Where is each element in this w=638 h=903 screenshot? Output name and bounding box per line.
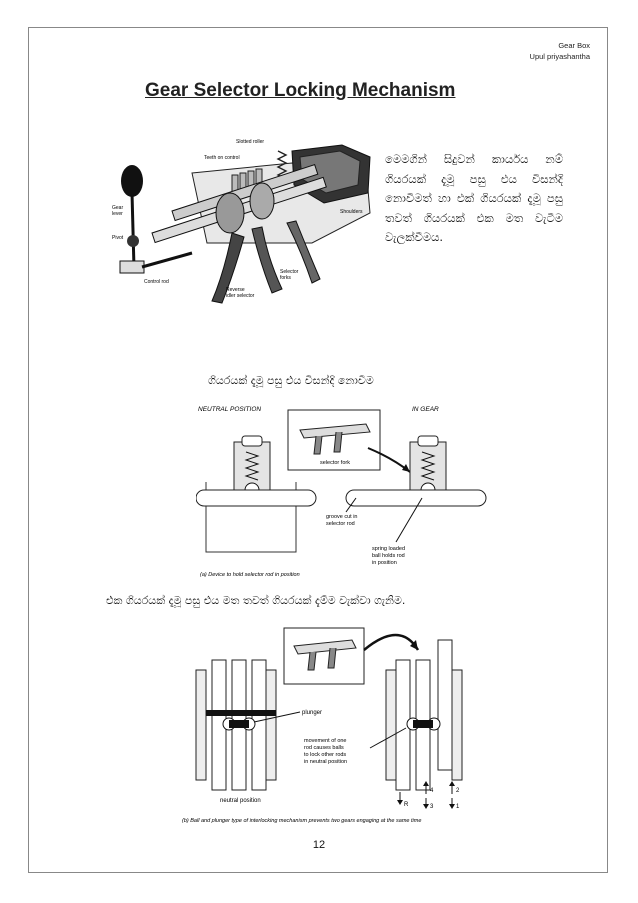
label-neutral-position: neutral position [220, 798, 261, 804]
caption-interlock: එක ගියරයක් දැමූ පසු එය මත තවත් ගියරයක් දැම්ම වැක්වා ගැනිම. [106, 594, 406, 607]
arrow-label-4: 4 [430, 788, 434, 794]
label-movement-1: movement of one [304, 738, 347, 744]
arrow-label-r: R [404, 802, 409, 808]
figure2-caption: (a) Device to hold selector rod in position [200, 572, 300, 578]
intro-paragraph: මෙමගින් සිදුවන් කාර්යය නම් ගියරයක් දැමූ පසු එය විසන්දි නොවීමත් හා එක් ගියරයක් දැමූ පසු තවත් ගියරයක් එක මත වැටීම වැලක්වීමය. [385, 152, 563, 244]
interlock-right [386, 640, 462, 790]
label-slotted-roller: Slotted roller [236, 139, 265, 145]
label-pivot: Pivot [112, 235, 124, 241]
label-forks: forks [280, 275, 291, 281]
label-selector-fork: selector fork [320, 460, 350, 466]
label-in-gear: IN GEAR [412, 406, 439, 413]
label-movement-3: to lock other rods [304, 752, 347, 758]
label-movement-4: in neutral position [304, 759, 348, 765]
arrow-label-1: 1 [456, 804, 460, 810]
label-groove-1: groove cut in [326, 514, 358, 520]
figure3-caption: (b) Ball and plunger type of interlocking mechanism prevents two gears engaging at the same time [182, 818, 422, 824]
gear-lever-knob [121, 165, 143, 197]
label-reverse: Reverse [226, 287, 245, 293]
label-lever: lever [112, 211, 123, 217]
selector-rod [196, 490, 316, 506]
figure-selector-mechanism [112, 133, 374, 315]
page-number: 12 [312, 839, 326, 851]
label-reverse-idler: idler selector [226, 293, 255, 299]
label-control-rod: Control rod [144, 279, 169, 285]
label-spring-3: in position [372, 560, 397, 566]
caption-no-disengage: ගියරයක් දැමූ පසු එය විසන්දි නොවීම [208, 374, 374, 387]
label-movement-2: rod causes balls [304, 745, 344, 751]
label-spring-2: ball holds rod [372, 553, 405, 559]
label-neutral-position: NEUTRAL POSITION [198, 406, 262, 413]
label-shoulders: Shoulders [340, 209, 363, 215]
label-selector: Selector [280, 269, 299, 275]
label-gear: Gear [112, 205, 124, 211]
label-plunger: plunger [302, 710, 323, 716]
selector-rod [346, 490, 486, 506]
header-subject: Gear Box [558, 41, 590, 50]
header-author: Upul priyashantha [529, 52, 590, 61]
page-title: Gear Selector Locking Mechanism [145, 80, 456, 101]
interlock-left [196, 660, 276, 790]
label-groove-2: selector rod [326, 521, 355, 527]
figure-detent-device [196, 402, 496, 582]
inset-box [284, 628, 364, 684]
label-teeth-control: Teeth on control [204, 155, 240, 161]
gear-lever [132, 193, 134, 268]
figure-interlock [180, 620, 510, 830]
arrow-label-2: 2 [456, 788, 460, 794]
label-spring-1: spring loaded [372, 546, 406, 552]
arrow-label-3: 3 [430, 804, 434, 810]
